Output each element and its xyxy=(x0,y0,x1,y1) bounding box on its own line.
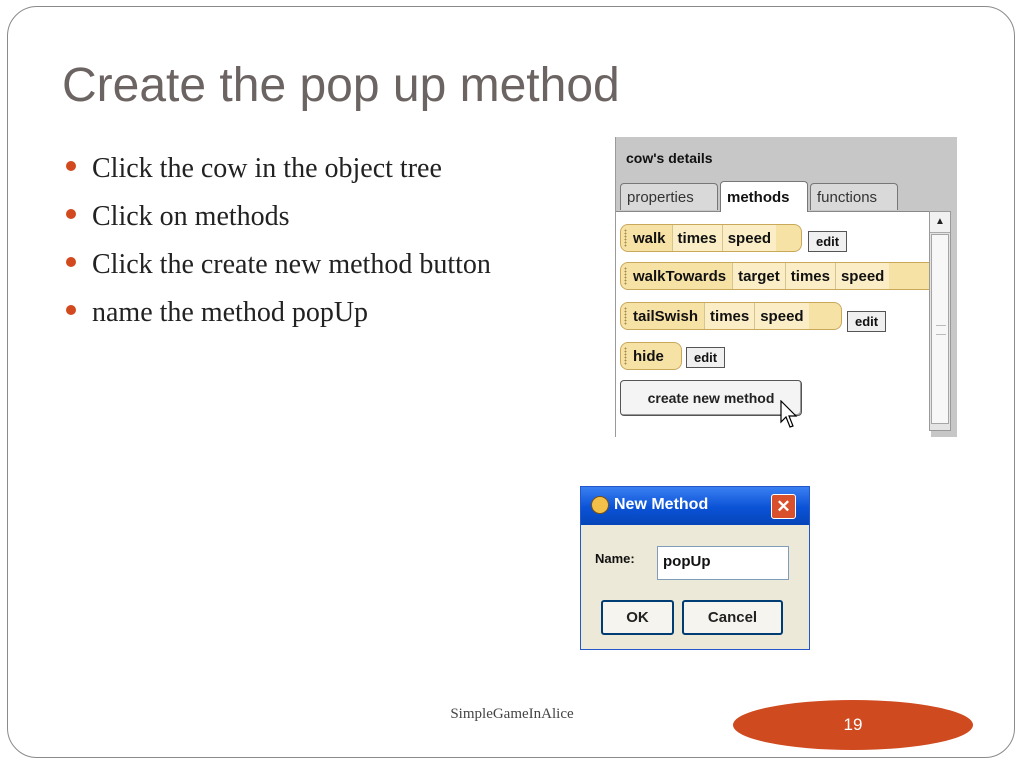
method-tile-walktowards[interactable] xyxy=(620,262,938,290)
name-label: Name: xyxy=(595,551,635,566)
edit-button-hide[interactable]: edit xyxy=(686,347,725,368)
bullet-list xyxy=(64,145,504,337)
cow-details-panel xyxy=(615,137,957,437)
method-param: times xyxy=(785,263,835,289)
method-name-input[interactable]: popUp xyxy=(657,546,789,580)
method-param: target xyxy=(732,263,785,289)
methods-scrollbar[interactable] xyxy=(929,211,951,431)
scroll-up-icon[interactable]: ▲ xyxy=(930,212,950,233)
footer-text: SimpleGameInAlice xyxy=(450,706,574,722)
method-tile-walk[interactable] xyxy=(620,224,802,252)
drag-handle xyxy=(624,347,627,365)
bullet-item: Click on methods xyxy=(64,193,504,241)
page-number-badge xyxy=(733,700,973,750)
dialog-titlebar[interactable] xyxy=(581,487,809,525)
scroll-thumb[interactable] xyxy=(931,234,949,424)
tab-methods[interactable]: methods xyxy=(720,181,808,212)
grip-icon xyxy=(936,325,946,335)
method-param: times xyxy=(704,303,754,329)
bullet-item: Click the create new method button xyxy=(64,241,504,289)
details-title: cow's details xyxy=(626,150,713,166)
page-number: 19 xyxy=(843,715,863,734)
cancel-button[interactable]: Cancel xyxy=(682,600,783,635)
ok-button[interactable]: OK xyxy=(601,600,674,635)
method-tile-tailswish[interactable] xyxy=(620,302,842,330)
method-name: walkTowards xyxy=(633,267,727,285)
edit-button-walk[interactable]: edit xyxy=(808,231,847,252)
method-param: speed xyxy=(754,303,808,329)
bullet-item: name the method popUp xyxy=(64,289,504,337)
method-name: tailSwish xyxy=(633,307,699,325)
methods-list xyxy=(616,211,931,437)
drag-handle xyxy=(624,307,627,325)
method-tile-hide[interactable] xyxy=(620,342,682,370)
drag-handle xyxy=(624,267,627,285)
slide-title: Create the pop up method xyxy=(62,59,620,112)
mouse-cursor-icon xyxy=(780,400,798,430)
edit-button-tailswish[interactable]: edit xyxy=(847,311,886,332)
method-param: speed xyxy=(722,225,776,251)
method-name: hide xyxy=(633,347,664,365)
method-param: speed xyxy=(835,263,889,289)
method-name: walk xyxy=(633,229,666,247)
alice-app-icon xyxy=(591,496,609,514)
bullet-item: Click the cow in the object tree xyxy=(64,145,504,193)
tab-functions[interactable]: functions xyxy=(810,183,898,210)
drag-handle xyxy=(624,229,627,247)
close-icon[interactable]: ✕ xyxy=(771,494,796,519)
tab-properties[interactable]: properties xyxy=(620,183,718,210)
new-method-dialog xyxy=(580,486,810,650)
dialog-title: New Method xyxy=(614,496,709,513)
create-new-method-button[interactable]: create new method xyxy=(620,380,802,416)
method-param: times xyxy=(672,225,722,251)
